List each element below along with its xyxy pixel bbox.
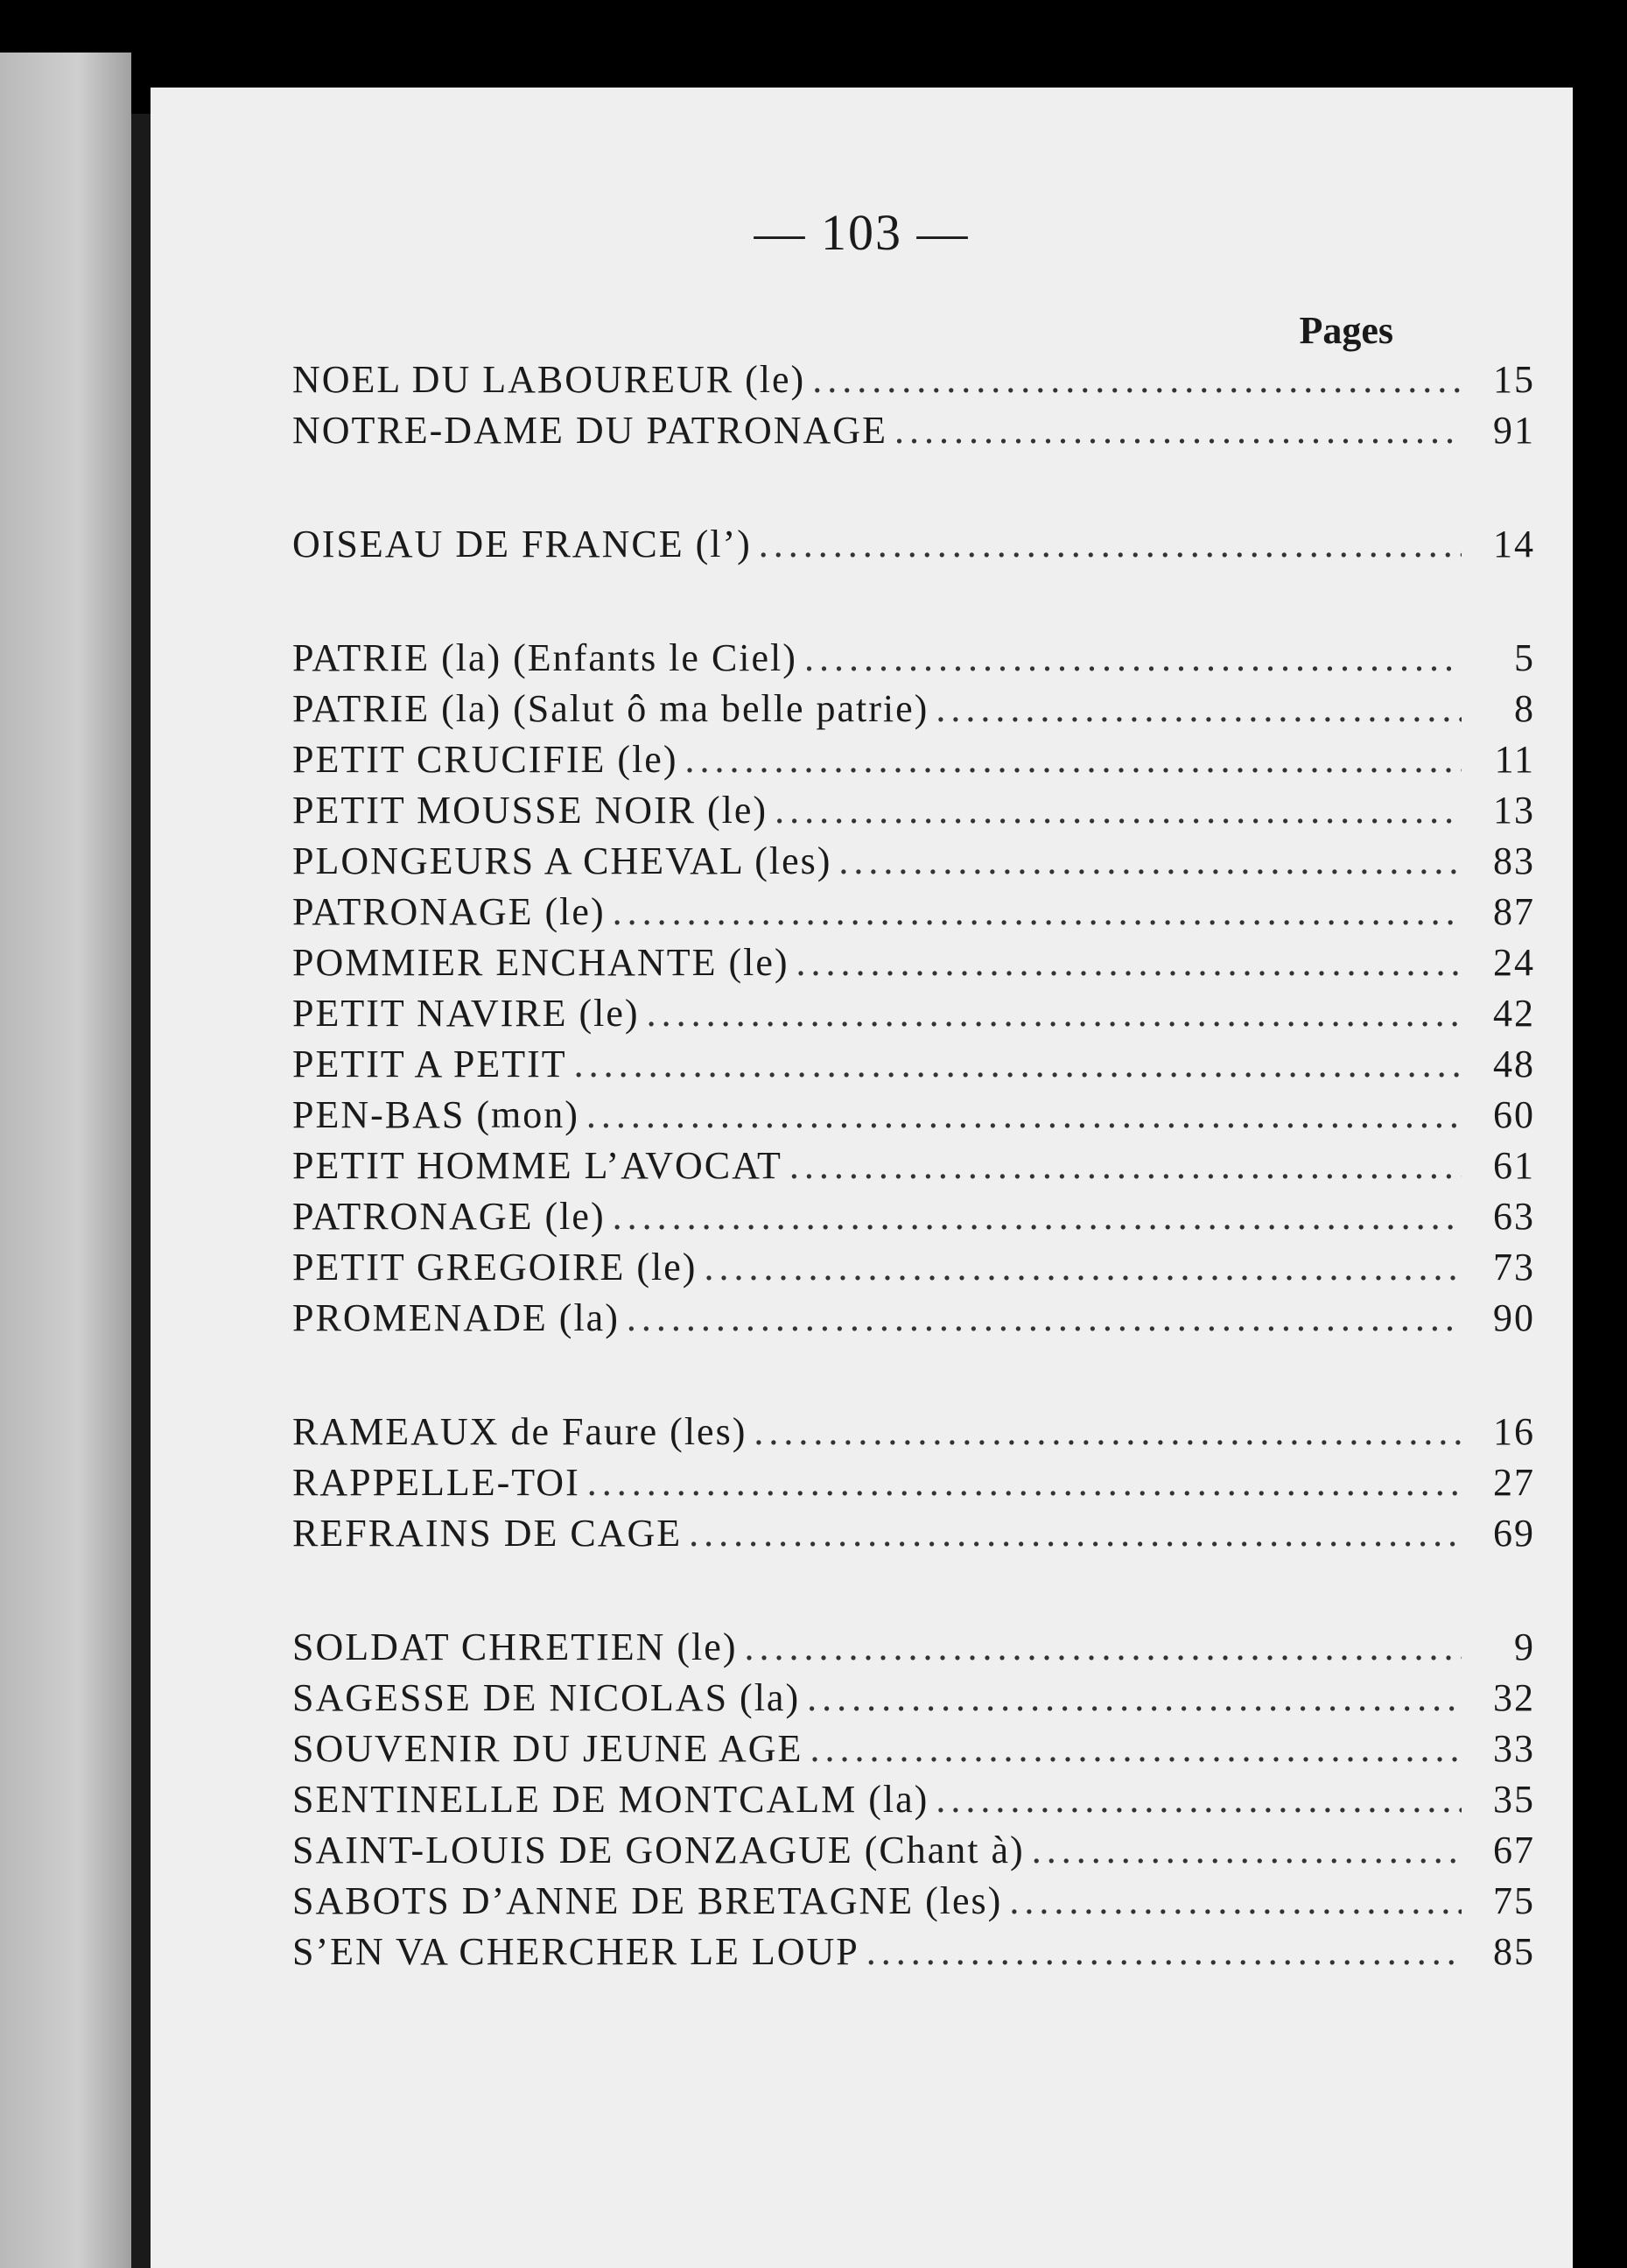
dot-leader bbox=[586, 1092, 1462, 1137]
toc-entry bbox=[292, 940, 1535, 991]
toc-entry bbox=[292, 1625, 1535, 1675]
entry-page-number: 85 bbox=[1493, 1930, 1535, 1973]
entry-title: POMMIER ENCHANTE (le) bbox=[292, 941, 789, 984]
page-number: — 103 — bbox=[754, 204, 970, 261]
toc-entry bbox=[292, 1929, 1535, 1980]
dot-leader bbox=[804, 635, 1462, 680]
toc-entry bbox=[292, 991, 1535, 1042]
pages-column-header: Pages bbox=[1299, 309, 1393, 352]
dot-leader bbox=[587, 1460, 1462, 1505]
group-separator bbox=[292, 459, 1535, 522]
entry-page-number: 35 bbox=[1493, 1778, 1535, 1821]
toc-entry bbox=[292, 1143, 1535, 1194]
entry-title: PATRIE (la) (Salut ô ma belle patrie) bbox=[292, 687, 929, 730]
entry-title: PETIT NAVIRE (le) bbox=[292, 992, 640, 1035]
entry-title: PETIT CRUCIFIE (le) bbox=[292, 738, 678, 781]
group-separator bbox=[292, 1346, 1535, 1409]
entry-page-number: 90 bbox=[1493, 1296, 1535, 1339]
entry-page-number: 87 bbox=[1493, 890, 1535, 933]
entry-page-number: 73 bbox=[1493, 1246, 1535, 1288]
toc-entry bbox=[292, 737, 1535, 788]
dot-leader bbox=[810, 1726, 1462, 1771]
dot-leader bbox=[936, 1777, 1462, 1822]
entry-title: SOUVENIR DU JEUNE AGE bbox=[292, 1727, 803, 1770]
entry-title: PATRONAGE (le) bbox=[292, 1195, 606, 1238]
entry-page-number: 48 bbox=[1493, 1043, 1535, 1085]
entry-page-number: 67 bbox=[1493, 1829, 1535, 1871]
dot-leader bbox=[775, 788, 1462, 832]
toc-entry bbox=[292, 357, 1535, 408]
entry-title: OISEAU DE FRANCE (l’) bbox=[292, 523, 752, 565]
dot-leader bbox=[647, 991, 1462, 1036]
dot-leader bbox=[838, 839, 1462, 883]
entry-title: NOEL DU LABOUREUR (le) bbox=[292, 358, 806, 401]
dot-leader bbox=[613, 889, 1462, 934]
dot-leader bbox=[1032, 1828, 1462, 1872]
toc-entry bbox=[292, 1777, 1535, 1828]
dot-leader bbox=[796, 940, 1462, 985]
dot-leader bbox=[807, 1675, 1462, 1720]
toc-entry bbox=[292, 1460, 1535, 1511]
dot-leader bbox=[627, 1295, 1462, 1340]
entry-title: SOLDAT CHRETIEN (le) bbox=[292, 1626, 738, 1668]
entry-page-number: 63 bbox=[1493, 1195, 1535, 1238]
entry-page-number: 27 bbox=[1493, 1461, 1535, 1504]
entry-page-number: 91 bbox=[1493, 409, 1535, 452]
entry-page-number: 69 bbox=[1493, 1512, 1535, 1555]
entry-title: REFRAINS DE CAGE bbox=[292, 1512, 683, 1555]
dot-leader bbox=[812, 357, 1462, 402]
dot-leader bbox=[866, 1929, 1462, 1974]
entry-title: SAINT-LOUIS DE GONZAGUE (Chant à) bbox=[292, 1829, 1025, 1871]
toc-entry bbox=[292, 889, 1535, 940]
dot-leader bbox=[685, 737, 1462, 782]
dot-leader bbox=[613, 1194, 1462, 1239]
entry-page-number: 8 bbox=[1514, 687, 1535, 730]
toc-entry bbox=[292, 635, 1535, 686]
toc-entry bbox=[292, 1295, 1535, 1346]
entry-page-number: 75 bbox=[1493, 1879, 1535, 1922]
dot-leader bbox=[1009, 1878, 1462, 1923]
toc-entry bbox=[292, 522, 1535, 572]
toc-entry bbox=[292, 839, 1535, 889]
entry-page-number: 9 bbox=[1514, 1626, 1535, 1668]
entry-page-number: 60 bbox=[1493, 1093, 1535, 1136]
dot-leader bbox=[704, 1245, 1462, 1289]
entry-title: PEN-BAS (mon) bbox=[292, 1093, 579, 1136]
dot-leader bbox=[894, 408, 1462, 453]
entry-title: PETIT GREGOIRE (le) bbox=[292, 1246, 698, 1288]
entry-page-number: 15 bbox=[1493, 358, 1535, 401]
group-separator bbox=[292, 572, 1535, 635]
entry-title: RAMEAUX de Faure (les) bbox=[292, 1410, 747, 1453]
entry-page-number: 14 bbox=[1493, 523, 1535, 565]
entry-page-number: 33 bbox=[1493, 1727, 1535, 1770]
dot-leader bbox=[759, 522, 1462, 566]
dot-leader bbox=[744, 1625, 1462, 1669]
entry-title: SABOTS D’ANNE DE BRETAGNE (les) bbox=[292, 1879, 1003, 1922]
entry-page-number: 61 bbox=[1493, 1144, 1535, 1187]
entry-title: PLONGEURS A CHEVAL (les) bbox=[292, 839, 832, 882]
book-gutter bbox=[131, 114, 151, 2268]
entry-title: NOTRE-DAME DU PATRONAGE bbox=[292, 409, 887, 452]
entry-title: PATRONAGE (le) bbox=[292, 890, 606, 933]
toc-entry bbox=[292, 408, 1535, 459]
entry-title: SENTINELLE DE MONTCALM (la) bbox=[292, 1778, 929, 1821]
entry-title: SAGESSE DE NICOLAS (la) bbox=[292, 1676, 801, 1719]
group-separator bbox=[292, 1562, 1535, 1625]
toc-entry bbox=[292, 1878, 1535, 1929]
toc-entry bbox=[292, 788, 1535, 839]
entry-title: PETIT HOMME L’AVOCAT bbox=[292, 1144, 782, 1187]
dot-leader bbox=[574, 1042, 1462, 1086]
toc-entry bbox=[292, 1042, 1535, 1092]
index-page bbox=[151, 88, 1573, 2268]
entry-page-number: 16 bbox=[1493, 1410, 1535, 1453]
toc-entry bbox=[292, 1194, 1535, 1245]
entry-title: S’EN VA CHERCHER LE LOUP bbox=[292, 1930, 859, 1973]
entry-page-number: 32 bbox=[1493, 1676, 1535, 1719]
entry-page-number: 5 bbox=[1514, 636, 1535, 679]
dot-leader bbox=[936, 686, 1462, 731]
entry-title: PROMENADE (la) bbox=[292, 1296, 620, 1339]
toc-entry bbox=[292, 1245, 1535, 1295]
entry-title: PETIT A PETIT bbox=[292, 1043, 567, 1085]
toc-entry bbox=[292, 1675, 1535, 1726]
table-of-contents bbox=[292, 357, 1535, 1980]
entry-title: PATRIE (la) (Enfants le Ciel) bbox=[292, 636, 797, 679]
toc-entry bbox=[292, 1409, 1535, 1460]
entry-page-number: 83 bbox=[1493, 839, 1535, 882]
entry-title: RAPPELLE-TOI bbox=[292, 1461, 580, 1504]
entry-page-number: 24 bbox=[1493, 941, 1535, 984]
facing-page-edge bbox=[0, 53, 131, 2268]
dot-leader bbox=[789, 1143, 1462, 1188]
entry-title: PETIT MOUSSE NOIR (le) bbox=[292, 789, 768, 832]
dot-leader bbox=[754, 1409, 1462, 1454]
entry-page-number: 42 bbox=[1493, 992, 1535, 1035]
toc-entry bbox=[292, 1828, 1535, 1878]
entry-page-number: 11 bbox=[1494, 738, 1535, 781]
entry-page-number: 13 bbox=[1493, 789, 1535, 832]
toc-entry bbox=[292, 686, 1535, 737]
toc-entry bbox=[292, 1511, 1535, 1562]
dot-leader bbox=[689, 1511, 1462, 1555]
toc-entry bbox=[292, 1726, 1535, 1777]
toc-entry bbox=[292, 1092, 1535, 1143]
